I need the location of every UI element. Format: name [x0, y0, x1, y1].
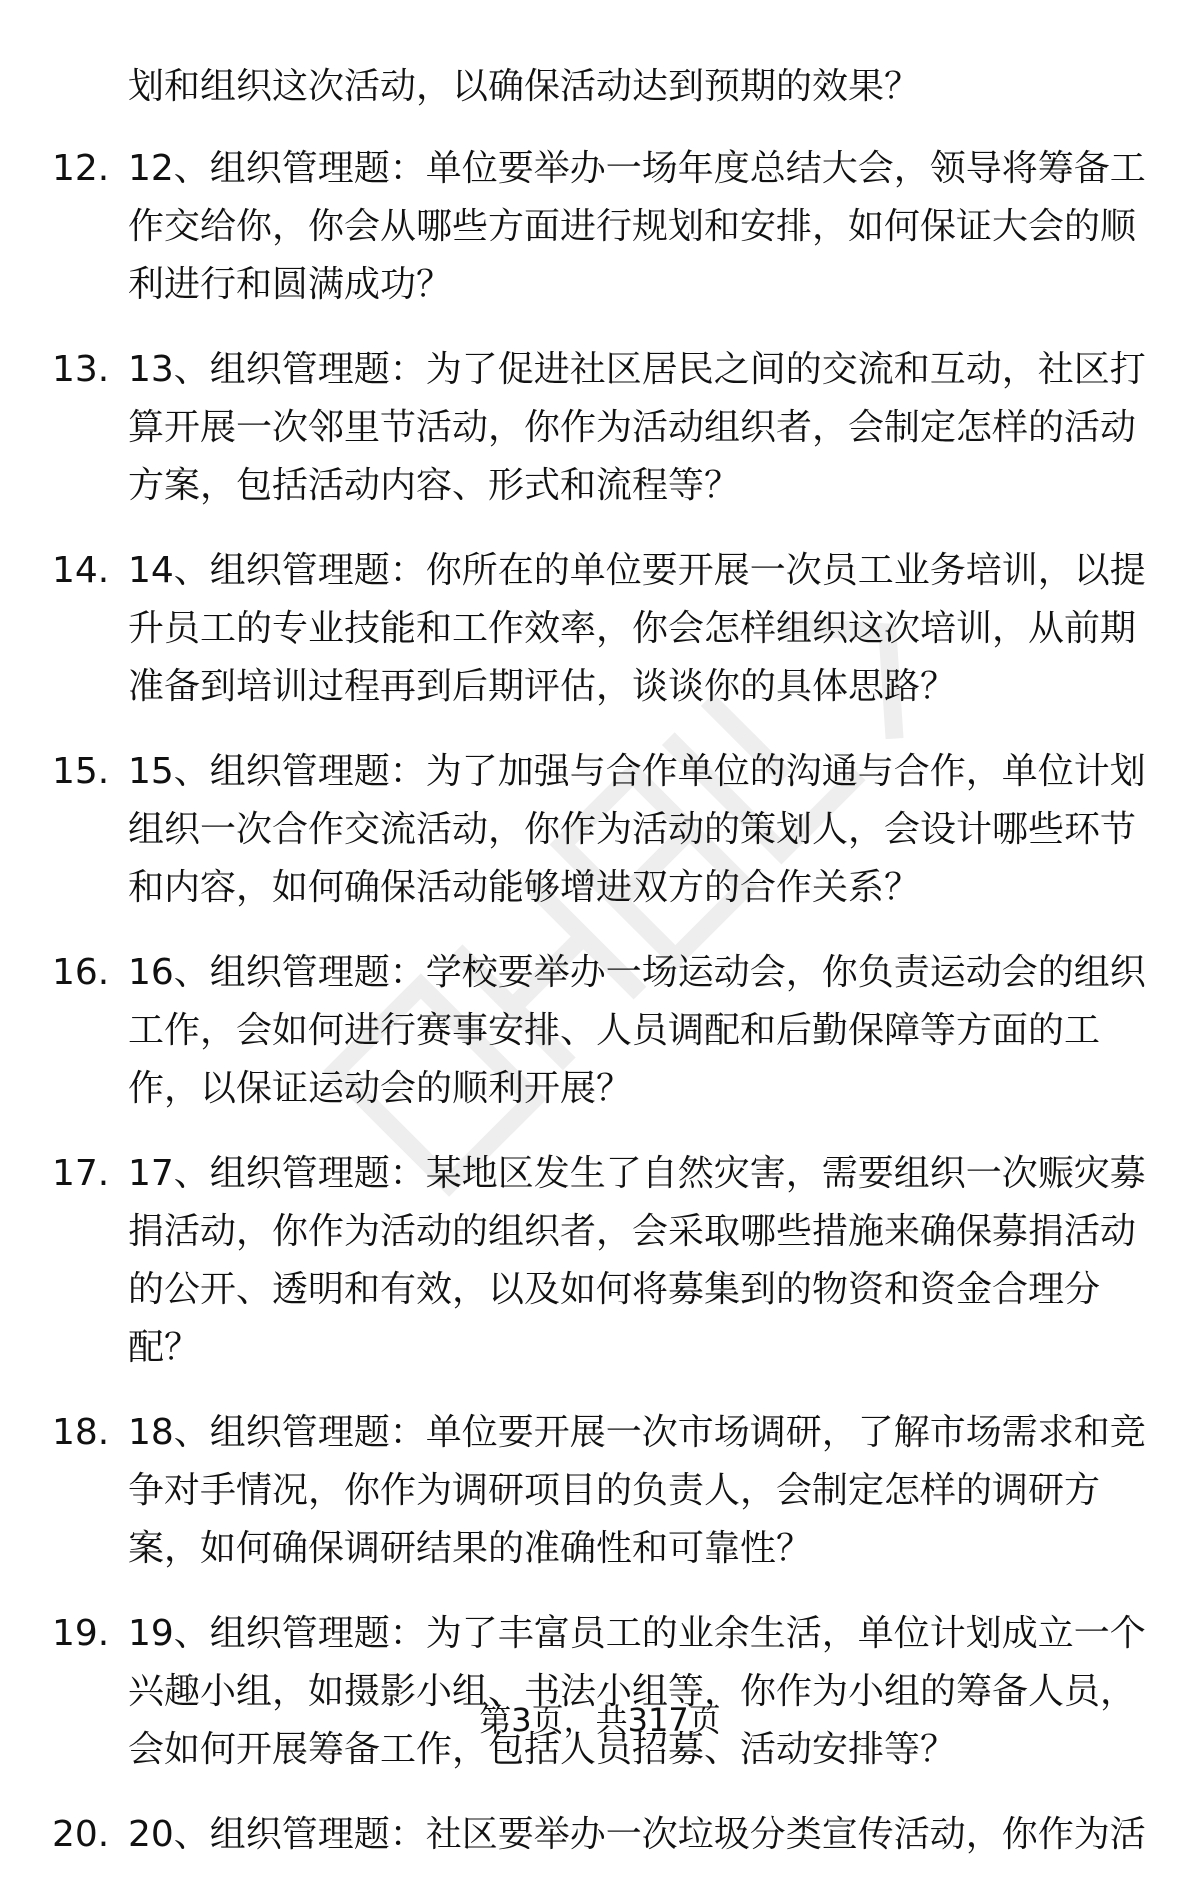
question-text — [128, 341, 1146, 515]
question-text-line: 争对手情况，你作为调研项目的负责人，会制定怎样的调研方 — [128, 1470, 1101, 1511]
question-text-line: 20、组织管理题：社区要举办一次垃圾分类宣传活动，你作为活 — [128, 1814, 1146, 1855]
question-text-line: 19、组织管理题：为了丰富员工的业余生活，单位计划成立一个 — [128, 1613, 1146, 1654]
question-text-line: 12、组织管理题：单位要举办一场年度总结大会，领导将筹备工 — [128, 148, 1146, 189]
continued-question-line: 划和组织这次活动，以确保活动达到预期的效果？ — [128, 66, 921, 107]
question-text-line: 配？ — [128, 1327, 201, 1368]
question-number: 18. — [52, 1412, 110, 1453]
question-item — [0, 1605, 1200, 1779]
question-number: 13. — [52, 349, 110, 390]
question-text — [128, 944, 1146, 1118]
question-item — [0, 1145, 1200, 1377]
question-text-line: 方案，包括活动内容、形式和流程等？ — [128, 465, 741, 506]
question-text-line: 升员工的专业技能和工作效率，你会怎样组织这次培训，从前期 — [128, 608, 1137, 649]
question-text-line: 16、组织管理题：学校要举办一场运动会，你负责运动会的组织 — [128, 952, 1146, 993]
question-text-line: 和内容，如何确保活动能够增进双方的合作关系？ — [128, 867, 921, 908]
question-text-line: 17、组织管理题：某地区发生了自然灾害，需要组织一次赈灾募 — [128, 1153, 1146, 1194]
question-text-line: 13、组织管理题：为了促进社区居民之间的交流和互动，社区打 — [128, 349, 1146, 390]
question-item — [0, 1806, 1200, 1864]
question-item — [0, 1404, 1200, 1578]
question-number: 14. — [52, 550, 110, 591]
question-number: 16. — [52, 952, 110, 993]
question-item — [0, 341, 1200, 515]
question-text-line: 算开展一次邻里节活动，你作为活动组织者，会制定怎样的活动 — [128, 407, 1137, 448]
question-item — [0, 542, 1200, 716]
question-text-line: 15、组织管理题：为了加强与合作单位的沟通与合作，单位计划 — [128, 751, 1146, 792]
question-text — [128, 1404, 1146, 1578]
question-text — [128, 743, 1146, 917]
question-number: 20. — [52, 1814, 110, 1855]
question-text-line: 兴趣小组，如摄影小组、书法小组等，你作为小组的筹备人员， — [128, 1671, 1137, 1712]
question-number: 12. — [52, 148, 110, 189]
question-number: 15. — [52, 751, 110, 792]
question-item — [0, 140, 1200, 314]
question-item — [0, 743, 1200, 917]
question-text-line: 14、组织管理题：你所在的单位要开展一次员工业务培训，以提 — [128, 550, 1146, 591]
question-text-line: 作，以保证运动会的顺利开展？ — [128, 1068, 633, 1109]
question-text-line: 工作，会如何进行赛事安排、人员调配和后勤保障等方面的工 — [128, 1010, 1101, 1051]
question-item — [0, 944, 1200, 1118]
question-text — [128, 1145, 1146, 1377]
question-text-line: 利进行和圆满成功？ — [128, 264, 453, 305]
question-text-line: 作交给你，你会从哪些方面进行规划和安排，如何保证大会的顺 — [128, 206, 1137, 247]
question-text — [128, 140, 1146, 314]
question-text — [128, 542, 1146, 716]
question-text-line: 准备到培训过程再到后期评估，谈谈你的具体思路？ — [128, 666, 957, 707]
question-text-line: 18、组织管理题：单位要开展一次市场调研，了解市场需求和竞 — [128, 1412, 1146, 1453]
question-text-line: 组织一次合作交流活动，你作为活动的策划人，会设计哪些环节 — [128, 809, 1137, 850]
question-text-line: 的公开、透明和有效，以及如何将募集到的物资和资金合理分 — [128, 1269, 1101, 1310]
question-text-line: 会如何开展筹备工作，包括人员招募、活动安排等？ — [128, 1729, 957, 1770]
question-list — [0, 140, 1200, 1891]
page-footer: 第3页，共317页 — [479, 1701, 721, 1739]
question-text — [128, 1605, 1146, 1779]
question-text-line: 捐活动，你作为活动的组织者，会采取哪些措施来确保募捐活动 — [128, 1211, 1137, 1252]
question-text — [128, 1806, 1146, 1864]
question-number: 17. — [52, 1153, 110, 1194]
question-number: 19. — [52, 1613, 110, 1654]
question-text-line: 案，如何确保调研结果的准确性和可靠性？ — [128, 1528, 813, 1569]
